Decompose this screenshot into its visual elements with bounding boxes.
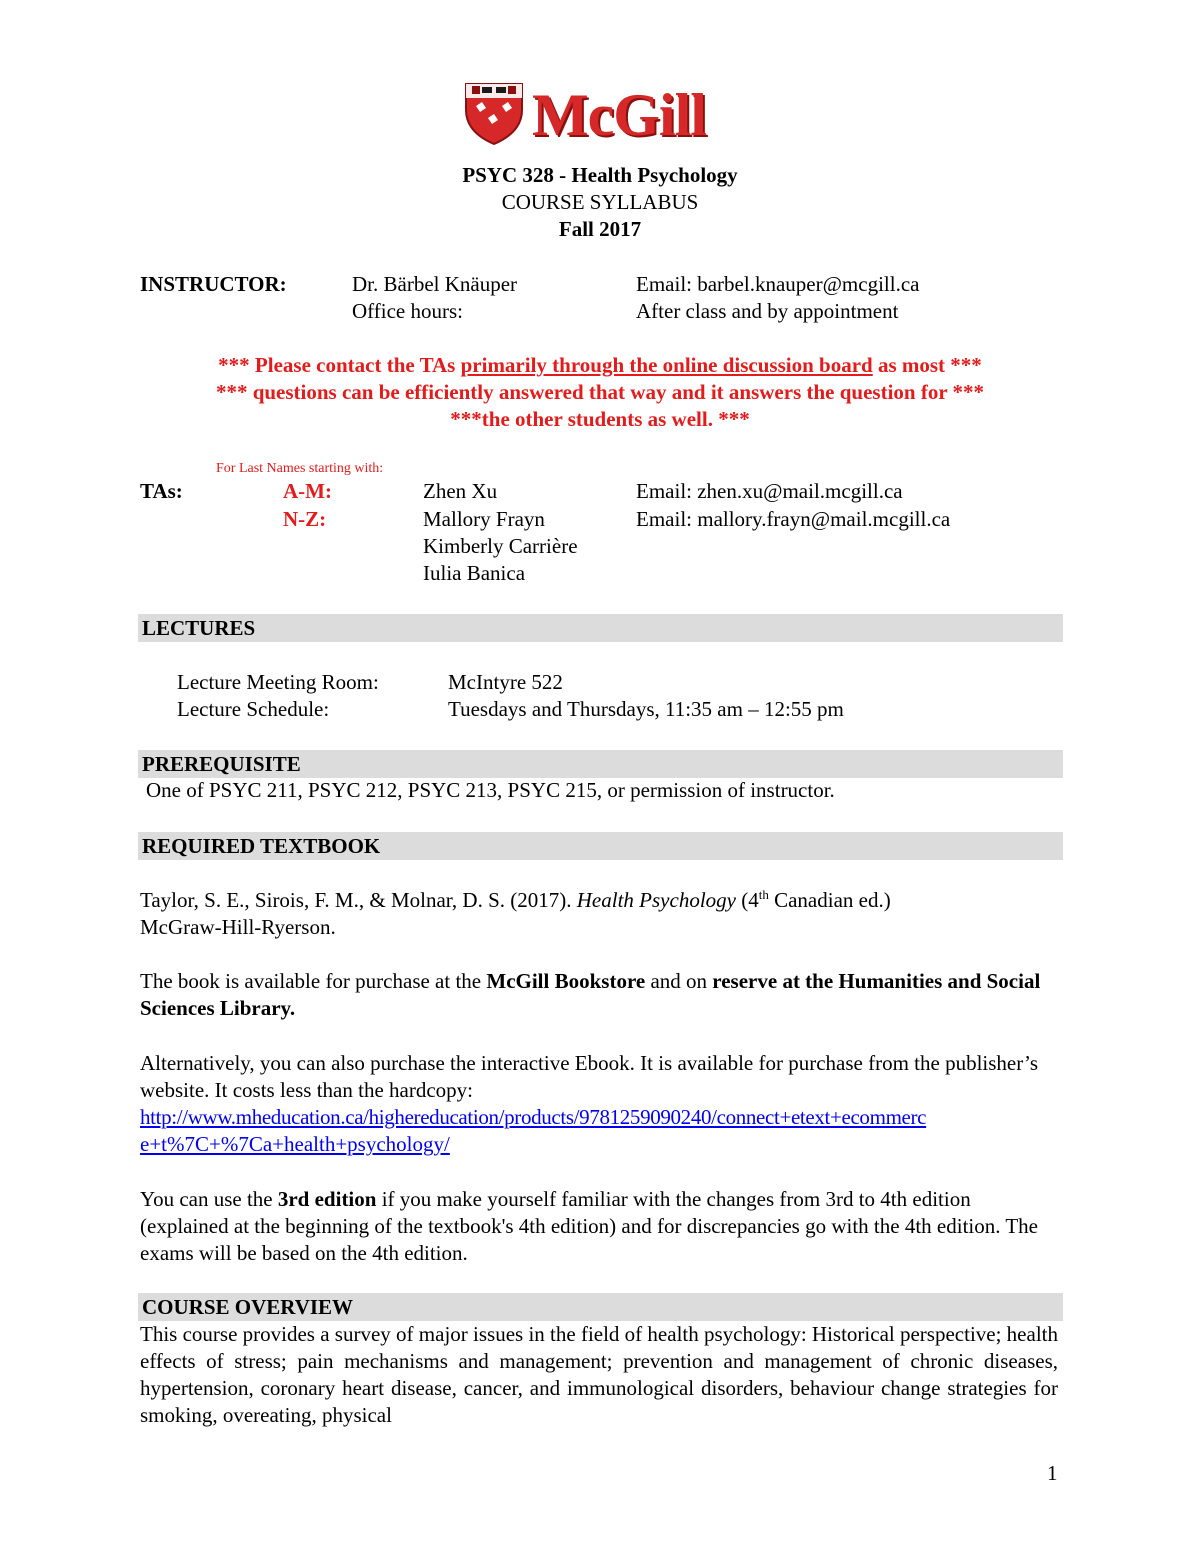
course-title: PSYC 328 - Health Psychology bbox=[462, 163, 738, 187]
lectures-heading: LECTURES bbox=[142, 616, 256, 640]
ebook-paragraph: Alternatively, you can also purchase the interactive Ebook. It is available for purchase from the publisher’s website. It costs less than the hardcopy: bbox=[140, 1051, 1039, 1102]
notice-discussion-board: primarily through the online discussion board bbox=[460, 353, 873, 377]
citation-title: Health Psychology bbox=[576, 888, 736, 912]
lecture-room-label: Lecture Meeting Room: bbox=[177, 670, 379, 694]
mcgill-wordmark: McGill bbox=[532, 82, 706, 148]
citation-authors: Taylor, S. E., Sirois, F. M., & Molnar, D. S. (2017). bbox=[140, 888, 577, 912]
notice-line-3: ***the other students as well. *** bbox=[450, 407, 750, 431]
term: Fall 2017 bbox=[558, 217, 642, 241]
overview-heading-bar bbox=[138, 1293, 1063, 1321]
availability-bookstore: McGill Bookstore bbox=[486, 969, 646, 993]
mcgill-logo bbox=[462, 80, 742, 146]
ebook-link-line-2[interactable]: e+t%7C+%7Ca+health+psychology/ bbox=[140, 1132, 450, 1156]
availability-reserve: reserve at the Humanities and Social Sciences Library. bbox=[140, 969, 1041, 1020]
lectures-heading-bar bbox=[138, 614, 1063, 642]
edition-pre: You can use the bbox=[140, 1187, 278, 1211]
ta-group-1-email: Email: zhen.xu@mail.mcgill.ca bbox=[636, 479, 903, 503]
ta-group-2-name: Iulia Banica bbox=[423, 561, 526, 585]
tas-label: TAs: bbox=[140, 479, 183, 503]
citation-publisher: McGraw-Hill-Ryerson. bbox=[140, 915, 336, 939]
lecture-schedule-value: Tuesdays and Thursdays, 11:35 am – 12:55 pm bbox=[448, 697, 844, 721]
ta-group-2-name: Kimberly Carrière bbox=[423, 534, 578, 558]
citation-edition-sup: th bbox=[758, 887, 769, 902]
lecture-schedule-label: Lecture Schedule: bbox=[177, 697, 330, 721]
prerequisite-heading-bar bbox=[138, 750, 1063, 778]
edition-bold: 3rd edition bbox=[277, 1187, 377, 1211]
textbook-heading-bar bbox=[138, 832, 1063, 860]
availability-mid: and on bbox=[645, 969, 713, 993]
instructor-name: Dr. Bärbel Knäuper bbox=[352, 272, 518, 296]
edition-post: if you make yourself familiar with the changes from 3rd to 4th edition (explained at the beginning of the textbook's 4th edition) and for discrepancies go with the 4th edition. The exams will be based on the 4th edition. bbox=[140, 1187, 1039, 1265]
ta-group-2-range: N-Z: bbox=[283, 507, 327, 531]
overview-text: This course provides a survey of major issues in the field of health psychology: Historical perspective; health effects of stress; pain mechanisms and management; prevention and management of chronic diseases, hypertension, coronary heart disease, cancer, and immunological disorders, behaviour change strategies for smoking, overeating, physical bbox=[140, 1322, 1058, 1427]
office-hours-label: Office hours: bbox=[352, 299, 463, 323]
citation-edition-post: Canadian ed.) bbox=[768, 888, 891, 912]
overview-heading: COURSE OVERVIEW bbox=[142, 1295, 354, 1319]
instructor-label: INSTRUCTOR: bbox=[140, 272, 287, 296]
textbook-heading: REQUIRED TEXTBOOK bbox=[142, 834, 381, 858]
office-hours-value: After class and by appointment bbox=[636, 299, 899, 323]
ta-caption: For Last Names starting with: bbox=[216, 461, 384, 476]
prerequisite-heading: PREREQUISITE bbox=[142, 752, 301, 776]
availability-paragraph bbox=[140, 968, 1060, 1022]
lecture-room-value: McIntyre 522 bbox=[448, 670, 563, 694]
instructor-email: Email: barbel.knauper@mcgill.ca bbox=[636, 272, 920, 296]
edition-paragraph bbox=[140, 1186, 1060, 1267]
ta-group-2-email: Email: mallory.frayn@mail.mcgill.ca bbox=[636, 507, 951, 531]
availability-pre: The book is available for purchase at the bbox=[140, 969, 487, 993]
notice-line-1 bbox=[0, 352, 1200, 379]
page-number: 1 bbox=[1047, 1461, 1058, 1485]
ta-group-1-range: A-M: bbox=[283, 479, 332, 503]
textbook-citation bbox=[140, 887, 891, 914]
citation-edition-pre: (4 bbox=[735, 888, 759, 912]
notice-line-2: *** questions can be efficiently answered that way and it answers the question for *** bbox=[215, 380, 985, 404]
prerequisite-text: One of PSYC 211, PSYC 212, PSYC 213, PSYC 215, or permission of instructor. bbox=[146, 778, 835, 802]
ebook-link-line-1[interactable]: http://www.mheducation.ca/highereducation/products/9781259090240/connect+etext+ecommerc bbox=[140, 1105, 927, 1129]
mcgill-shield-icon bbox=[462, 80, 526, 146]
notice-line-1-pre: *** Please contact the TAs bbox=[218, 353, 461, 377]
ta-group-1-name: Zhen Xu bbox=[423, 479, 498, 503]
ta-group-2-name: Mallory Frayn bbox=[423, 507, 545, 531]
notice-line-1-post: as most *** bbox=[872, 353, 982, 377]
document-type: COURSE SYLLABUS bbox=[501, 190, 699, 214]
